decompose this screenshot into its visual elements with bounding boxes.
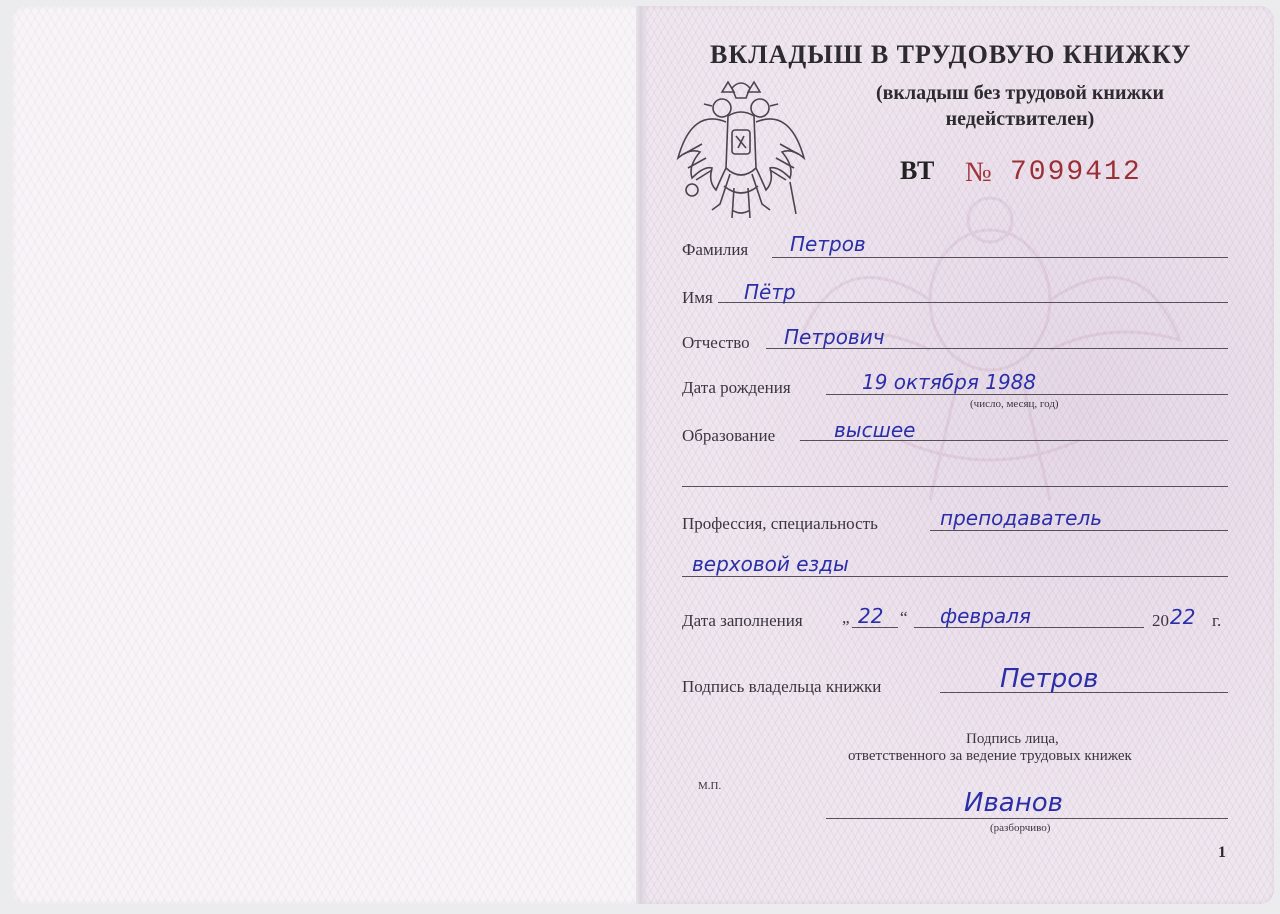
surname-value: Петров (790, 232, 866, 256)
profession-line (930, 530, 1228, 531)
fill-date-year-unit: г. (1212, 611, 1222, 630)
page-number: 1 (1218, 844, 1226, 861)
name-label: Имя (682, 288, 713, 307)
fill-date-close-quote: “ (900, 608, 908, 627)
responsible-signature-value: Иванов (964, 788, 1063, 818)
document-number: 7099412 (1010, 157, 1142, 188)
russian-double-headed-eagle-icon (672, 78, 810, 222)
responsible-hint: (разборчиво) (990, 822, 1051, 834)
patronymic-label: Отчество (682, 333, 750, 352)
subtitle-line-2: недействителен) (945, 108, 1095, 130)
profession-label: Профессия, специальность (682, 514, 878, 533)
left-blank-page (12, 6, 640, 904)
fill-date-year-prefix: 20 (1152, 611, 1169, 630)
document-subtitle (820, 80, 1220, 132)
responsible-label-line-1: Подпись лица, (966, 731, 1059, 747)
fill-date-month: февраля (940, 604, 1031, 628)
responsible-signature-line (826, 818, 1228, 819)
name-value: Пётр (744, 280, 796, 304)
responsible-label-line-2: ответственного за ведение трудовых книжек (848, 748, 1132, 764)
surname-label: Фамилия (682, 240, 749, 259)
stamp-place-label: М.П. (698, 780, 722, 792)
education-value: высшее (834, 418, 916, 442)
education-label: Образование (682, 426, 776, 445)
subtitle-line-1: (вкладыш без трудовой книжки (875, 82, 1165, 104)
number-sign: № (965, 157, 992, 188)
birth-date-hint: (число, месяц, год) (970, 398, 1059, 410)
profession-value-line-1: преподаватель (940, 506, 1103, 530)
fill-date-open-quote: „ (842, 608, 850, 627)
document-title: ВКЛАДЫШ В ТРУДОВУЮ КНИЖКУ (710, 40, 1192, 69)
fill-date-year-suffix: 22 (1170, 605, 1196, 629)
profession-value-line-2: верховой езды (692, 552, 849, 576)
surname-line (772, 257, 1228, 258)
owner-signature-label: Подпись владельца книжки (682, 677, 882, 696)
birth-date-value: 19 октября 1988 (862, 370, 1037, 394)
fill-date-label: Дата заполнения (682, 611, 803, 630)
birth-date-line (826, 394, 1228, 395)
patronymic-value: Петрович (784, 325, 885, 349)
fill-date-day: 22 (858, 604, 884, 628)
series-code: ВТ (900, 156, 935, 185)
education-line-2 (682, 486, 1228, 487)
owner-signature-value: Петров (1000, 664, 1099, 694)
birth-date-label: Дата рождения (682, 378, 791, 397)
profession-line-2 (682, 576, 1228, 577)
